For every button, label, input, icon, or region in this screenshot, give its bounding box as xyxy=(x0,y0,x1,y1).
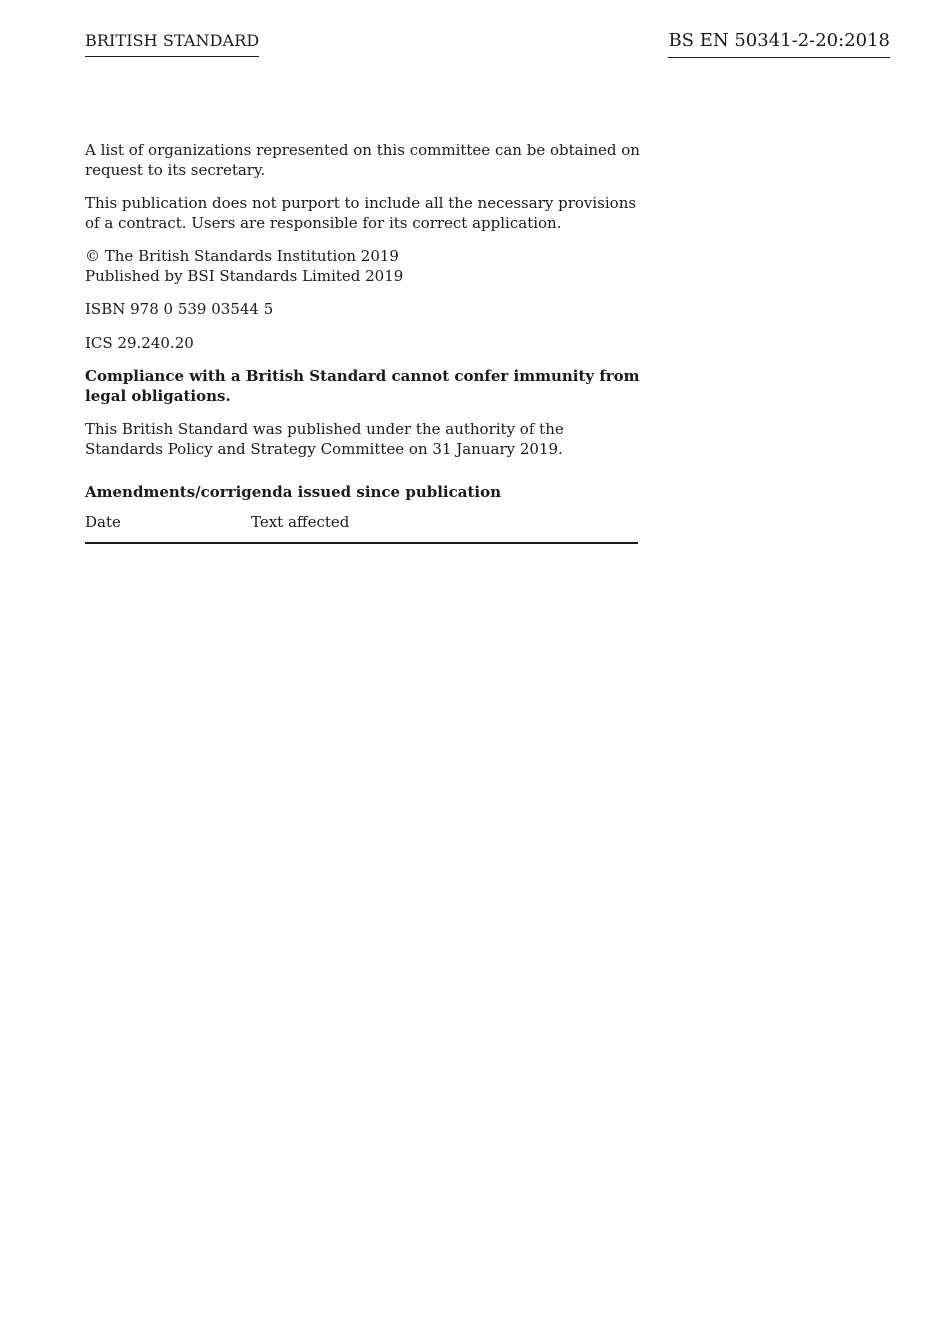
header-left-title: BRITISH STANDARD xyxy=(85,31,259,57)
compliance-statement: Compliance with a British Standard cannot confer immunity from legal obligations. xyxy=(85,367,640,405)
authority-statement: This British Standard was published under the authority of the Standards Policy and Strategy Committee on 31 January 2019. xyxy=(85,420,564,458)
amendments-title: Amendments/corrigenda issued since publication xyxy=(85,483,501,501)
copyright-notice: © The British Standards Institution 2019 Published by BSI Standards Limited 2019 xyxy=(85,247,404,285)
document-body xyxy=(85,141,645,544)
column-header-text-affected: Text affected xyxy=(251,513,638,544)
amendments-table xyxy=(85,513,638,545)
amendments-header-row xyxy=(85,513,638,544)
standard-number: BS EN 50341-2-20:2018 xyxy=(668,30,890,58)
contract-note: This publication does not purport to include all the necessary provisions of a contract. Users are responsible for its correct application. xyxy=(85,194,637,232)
isbn: ISBN 978 0 539 03544 5 xyxy=(85,300,274,318)
committee-note: A list of organizations represented on this committee can be obtained on request to its secretary. xyxy=(85,141,640,179)
ics-code: ICS 29.240.20 xyxy=(85,333,194,352)
column-header-date: Date xyxy=(85,513,251,544)
